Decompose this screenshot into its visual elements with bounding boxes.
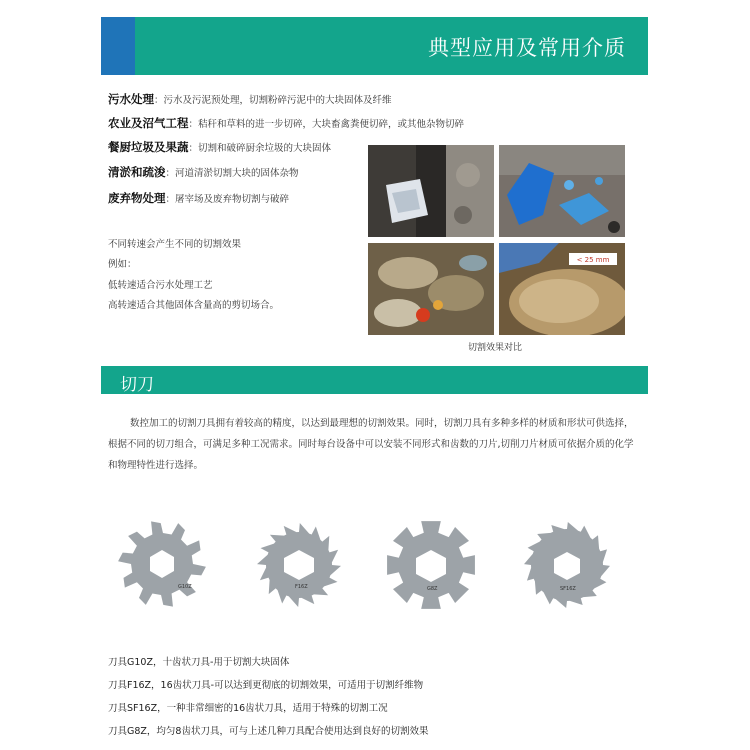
application-label: 餐厨垃圾及果蔬: [108, 140, 189, 154]
page-title: 典型应用及常用介质: [428, 36, 626, 60]
blade-f16z: [254, 520, 344, 610]
speed-note: 低转速适合污水处理工艺: [108, 280, 213, 291]
blade-description: 刀具F16Z，16齿状刀具-可以达到更彻底的切割效果，可适用于切割纤维物: [108, 680, 424, 691]
section-paragraph: 数控加工的切割刀具拥有着较高的精度，以达到最理想的切割效果。同时，切割刀具有多种多样的材质和形状可供选择，根据不同的切刀组合，可满足多种工况需求。同时每台设备中可以安装不同形式和齿数的刀片,切削刀片材质可依据介质的化学和物理特性进行选择。: [108, 418, 634, 471]
application-item-sewage: [108, 91, 392, 107]
application-label: 废弃物处理: [108, 191, 166, 205]
application-item-waste-disposal: [108, 190, 289, 206]
speed-note: 高转速适合其他固体含量高的剪切场合。: [108, 300, 280, 311]
photo-debris-road: [368, 145, 494, 237]
application-desc: ：屠宰场及废弃物切割与破碎: [165, 194, 290, 205]
application-item-dredging: [108, 164, 299, 180]
blade-code: F16Z: [295, 584, 308, 590]
blade-g8z: [384, 518, 478, 612]
application-label: 清淤和疏浚: [108, 165, 166, 179]
speed-note: 例如：: [108, 259, 137, 270]
application-desc: ：河道清淤切割大块的固体杂物: [165, 168, 299, 179]
blade-g10z: [116, 518, 208, 610]
blade-code: SF16Z: [560, 586, 576, 592]
application-desc: ：污水及污泥预处理，切割粉碎污泥中的大块固体及纤维: [154, 95, 392, 106]
blade-code: G8Z: [427, 586, 438, 592]
application-desc: ：切割和破碎厨余垃圾的大块固体: [188, 143, 332, 154]
photo-caption: 切割效果对比: [468, 343, 523, 353]
blade-description: 刀具SF16Z，一种非常细密的16齿状刀具，适用于特殊的切割工况: [108, 703, 388, 714]
header-accent: [101, 17, 135, 75]
application-label: 农业及沼气工程: [108, 116, 189, 130]
section-bar: [101, 366, 648, 394]
size-label: < 25 mm: [576, 256, 610, 264]
section-title: 切刀: [120, 375, 154, 395]
application-item-kitchen-waste: [108, 139, 331, 155]
photo-shredded-result: [499, 243, 625, 335]
blade-description: 刀具G8Z，均匀8齿状刀具，可与上述几种刀具配合使用达到良好的切割效果: [108, 726, 429, 737]
blade-code: G10Z: [178, 584, 192, 590]
application-item-agriculture: [108, 115, 464, 131]
speed-note: 不同转速会产生不同的切割效果: [108, 239, 242, 250]
application-desc: ：秸秆和草料的进一步切碎，大块畜禽粪便切碎，或其他杂物切碎: [188, 119, 465, 130]
blade-sf16z: [522, 520, 612, 610]
photo-kitchen-waste: [368, 243, 494, 335]
blade-description: 刀具G10Z，十齿状刀具-用于切割大块固体: [108, 657, 290, 668]
photo-blue-plastic: [499, 145, 625, 237]
application-label: 污水处理: [108, 92, 154, 106]
